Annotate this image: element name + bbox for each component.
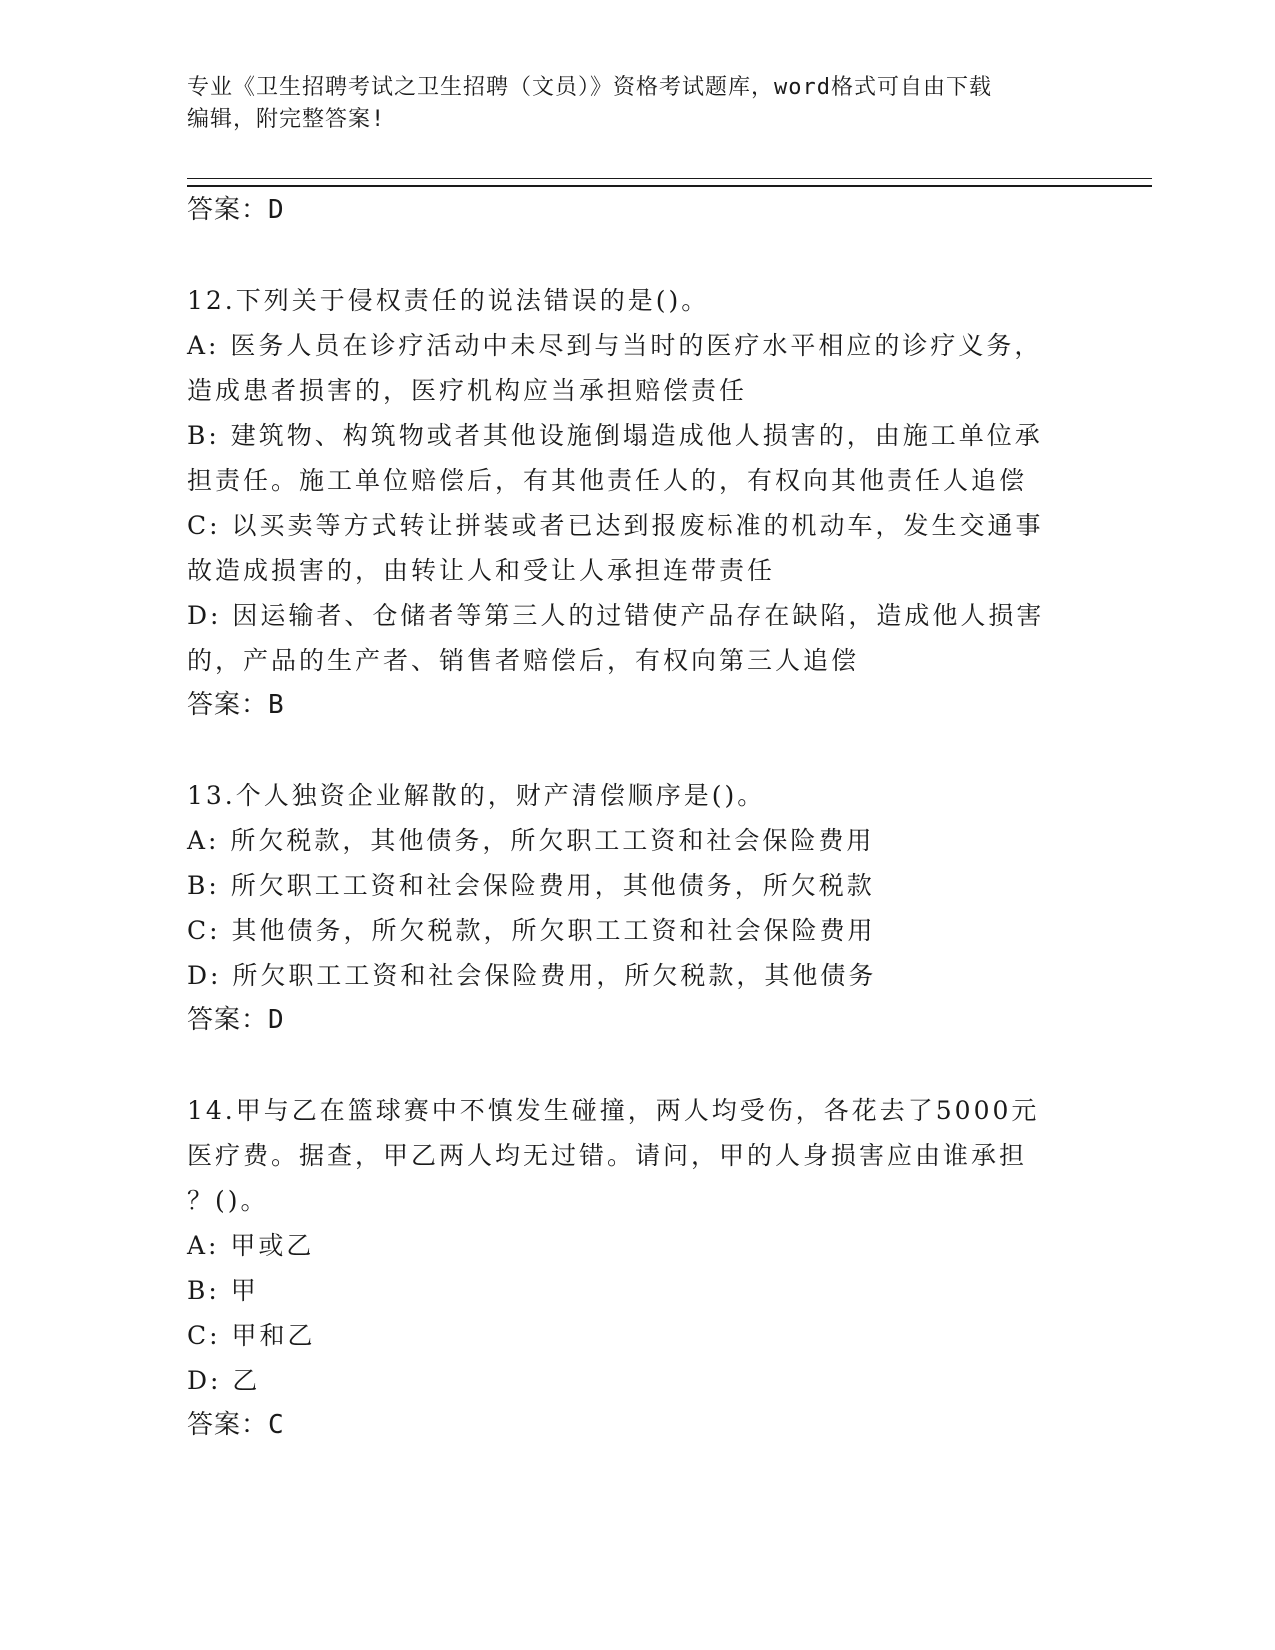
spacer	[187, 1043, 1087, 1088]
option-c: C: 其他债务，所欠税款，所欠职工工资和社会保险费用	[187, 916, 876, 945]
answer-value: C	[268, 1410, 285, 1440]
answer-value: B	[268, 690, 285, 720]
answer-value: D	[268, 1005, 285, 1035]
question-stem: 13.个人独资企业解散的，财产清偿顺序是()。	[187, 781, 766, 810]
question-13	[187, 773, 1087, 1043]
option-b: B: 所欠职工工资和社会保险费用，其他债务，所欠税款	[187, 871, 875, 900]
option-d-line-1: D: 因运输者、仓储者等第三人的过错使产品存在缺陷，造成他人损害	[187, 601, 1045, 630]
option-c-line-1: C: 以买卖等方式转让拼装或者已达到报废标准的机动车，发生交通事	[187, 511, 1044, 540]
answer-line-prev	[187, 188, 1087, 233]
question-content	[187, 188, 1087, 1448]
question-14	[187, 1088, 1087, 1448]
option-a: A: 所欠税款，其他债务，所欠职工工资和社会保险费用	[187, 826, 875, 855]
option-d: D: 乙	[187, 1366, 261, 1395]
answer-line	[187, 998, 1087, 1043]
option-b-line-1: B: 建筑物、构筑物或者其他设施倒塌造成他人损害的，由施工单位承	[187, 421, 1043, 450]
question-stem-line-3: ？()。	[187, 1186, 269, 1215]
spacer	[187, 728, 1087, 773]
answer-label: 答案：	[187, 1005, 269, 1035]
answer-line	[187, 1403, 1087, 1448]
answer-label: 答案：	[187, 1410, 269, 1440]
question-stem-line-2: 医疗费。据查，甲乙两人均无过错。请问，甲的人身损害应由谁承担	[187, 1141, 1028, 1170]
answer-label: 答案：	[187, 195, 269, 225]
option-a-line-1: A: 医务人员在诊疗活动中未尽到与当时的医疗水平相应的诊疗义务，	[187, 331, 1043, 360]
option-a-line-2: 造成患者损害的，医疗机构应当承担赔偿责任	[187, 376, 748, 405]
header-divider	[187, 178, 1152, 187]
option-d-line-2: 的，产品的生产者、销售者赔偿后，有权向第三人追偿	[187, 646, 860, 675]
header-line-1: 专业《卫生招聘考试之卫生招聘（文员）》资格考试题库，word格式可自由下载	[187, 75, 992, 100]
spacer	[187, 233, 1087, 278]
question-stem: 12.下列关于侵权责任的说法错误的是()。	[187, 286, 710, 315]
option-a: A: 甲或乙	[187, 1231, 315, 1260]
option-c-line-2: 故造成损害的，由转让人和受让人承担连带责任	[187, 556, 776, 585]
document-header	[187, 72, 1067, 136]
answer-value: D	[268, 195, 285, 225]
answer-label: 答案：	[187, 690, 269, 720]
header-line-2: 编辑，附完整答案!	[187, 107, 386, 132]
option-b: B: 甲	[187, 1276, 259, 1305]
answer-line	[187, 683, 1087, 728]
option-d: D: 所欠职工工资和社会保险费用，所欠税款，其他债务	[187, 961, 877, 990]
question-stem-line-1: 14.甲与乙在篮球赛中不慎发生碰撞，两人均受伤，各花去了5000元	[187, 1096, 1040, 1125]
question-12	[187, 278, 1087, 728]
option-c: C: 甲和乙	[187, 1321, 316, 1350]
option-b-line-2: 担责任。施工单位赔偿后，有其他责任人的，有权向其他责任人追偿	[187, 466, 1028, 495]
